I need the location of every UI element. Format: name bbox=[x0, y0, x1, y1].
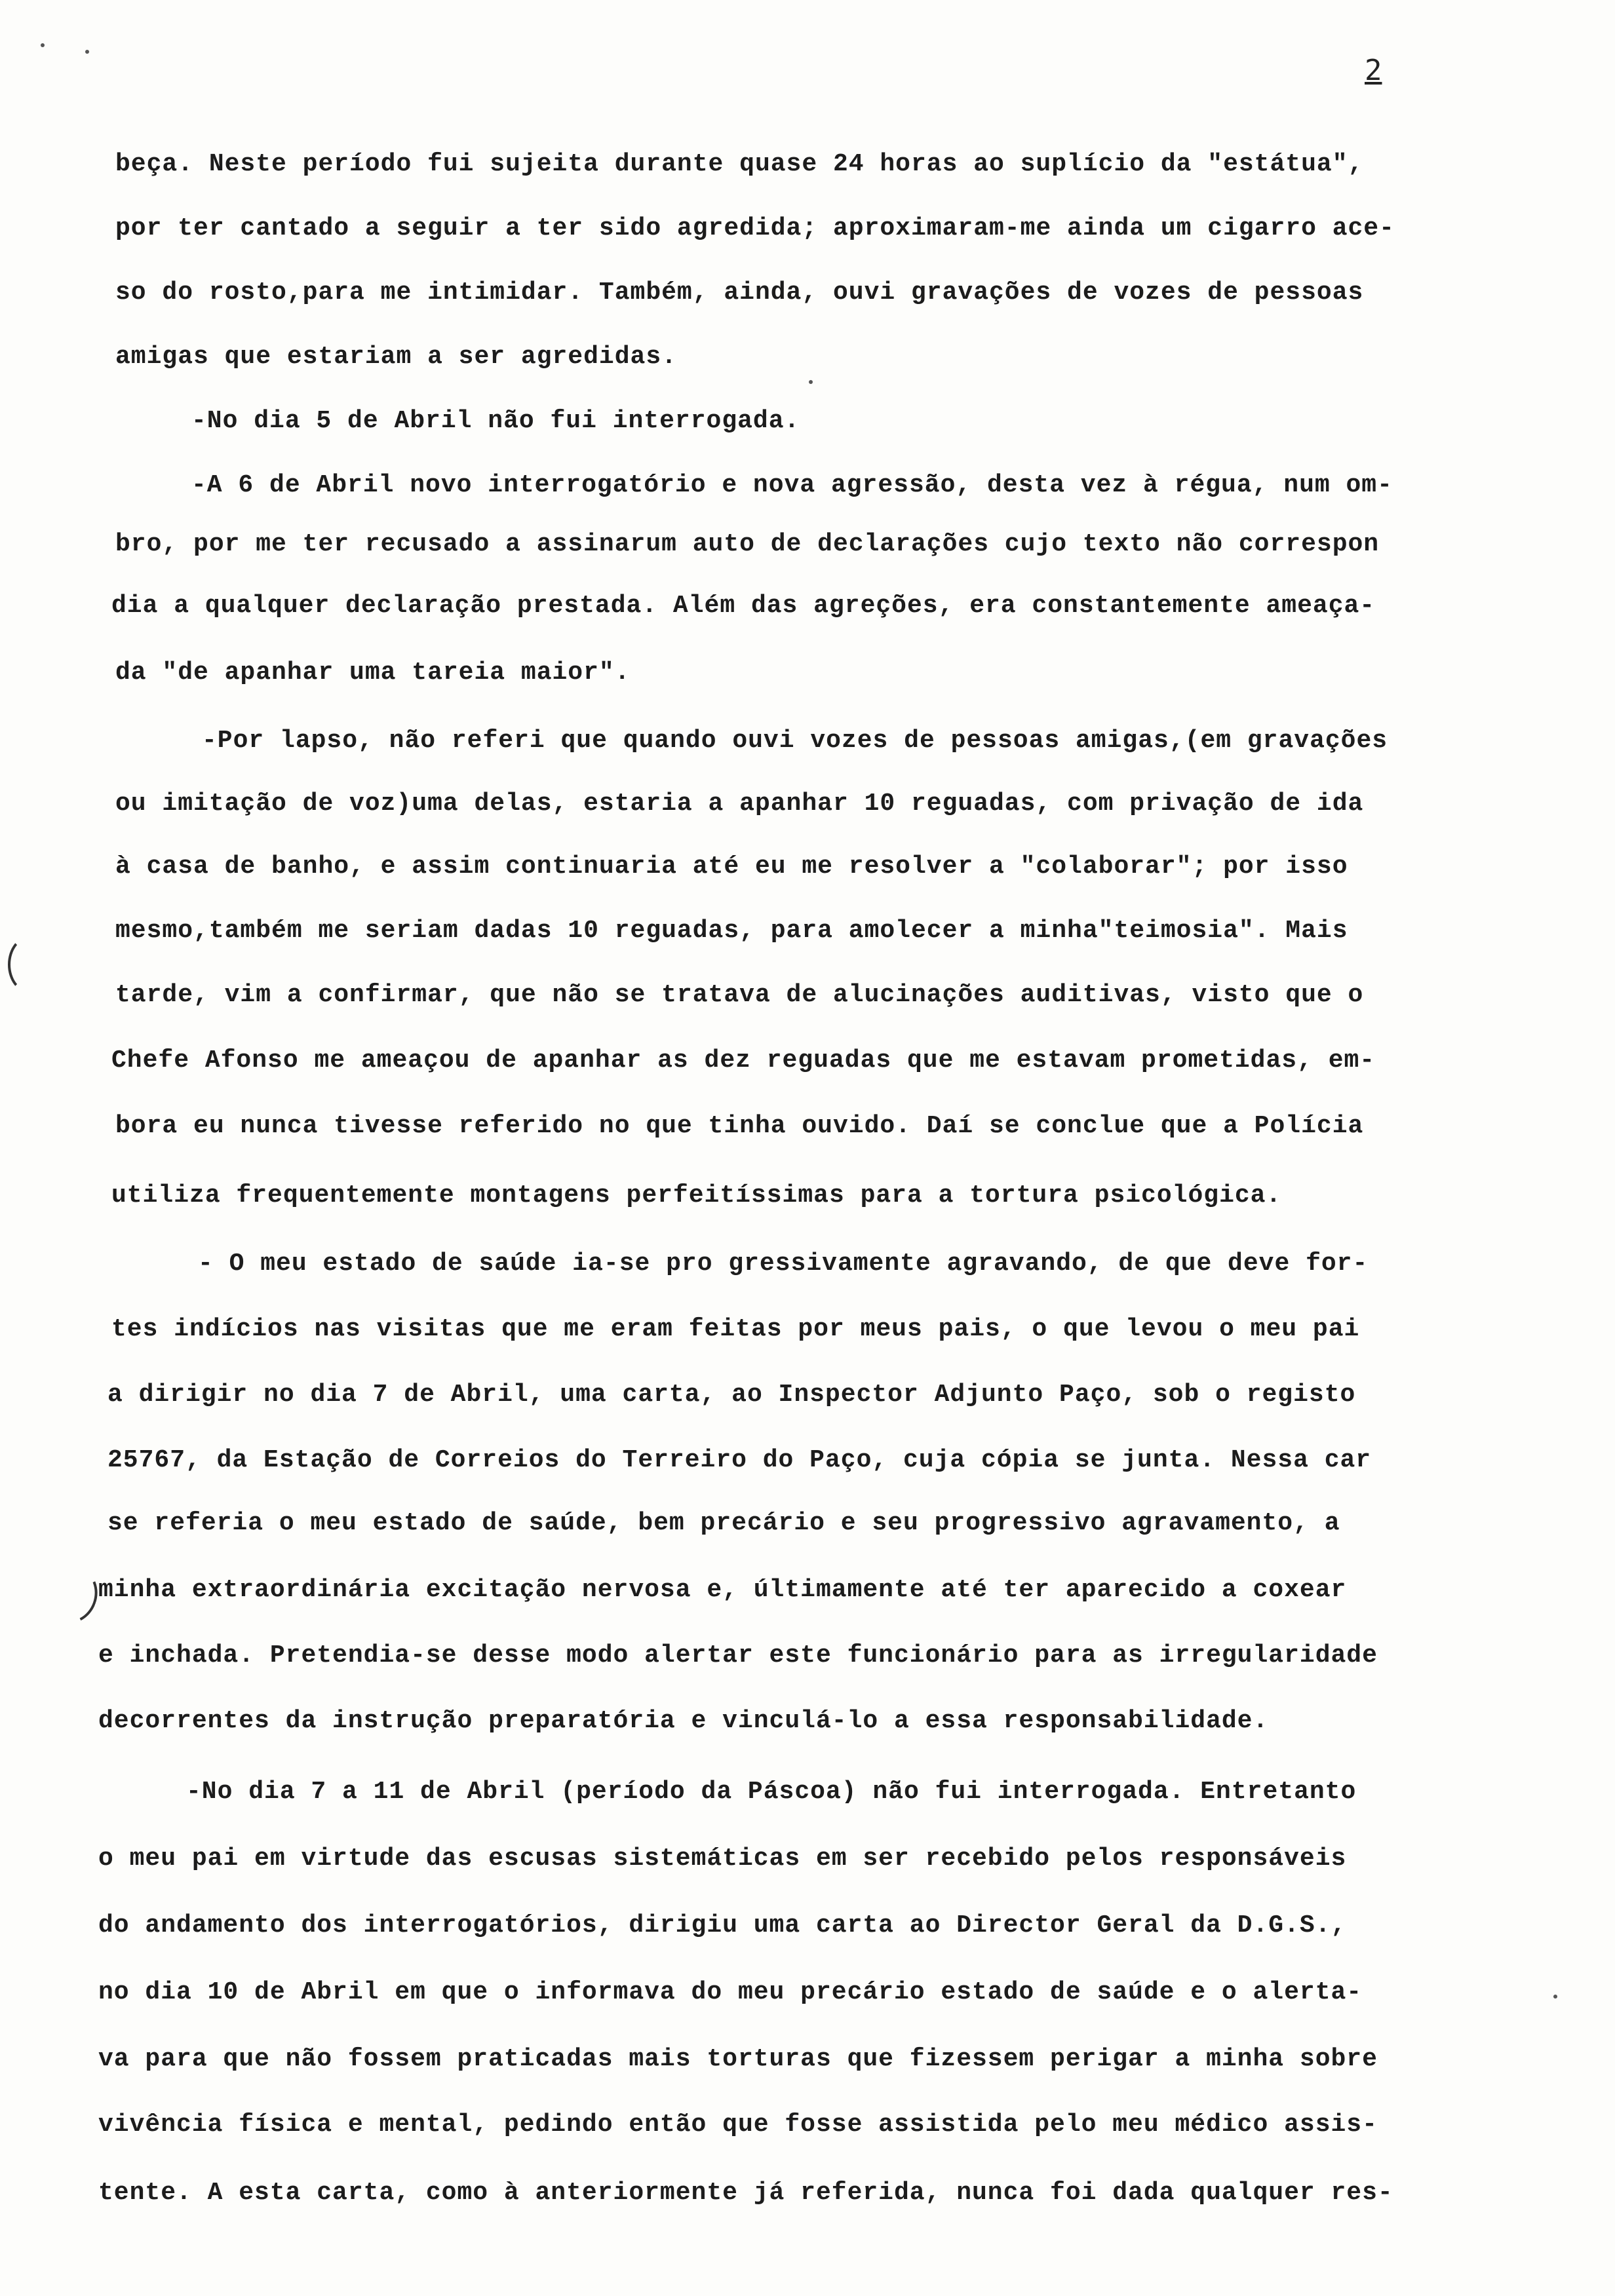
text-line-13: mesmo,também me seriam dadas 10 reguadas, para amolecer a minha"teimosia". Mais bbox=[115, 917, 1348, 945]
text-line-10: -Por lapso, não referi que quando ouvi vozes de pessoas amigas,(em gravações bbox=[202, 727, 1388, 755]
text-line-23: minha extraordinária excitação nervosa e, últimamente até ter aparecido a coxear bbox=[98, 1576, 1347, 1604]
text-line-17: utiliza frequentemente montagens perfeitíssimas para a tortura psicológica. bbox=[111, 1181, 1282, 1210]
text-line-18: - O meu estado de saúde ia-se pro gressivamente agravando, de que deve for- bbox=[198, 1250, 1369, 1278]
text-line-32: tente. A esta carta, como à anteriormente já referida, nunca foi dada qualquer res- bbox=[98, 2179, 1393, 2207]
text-line-6: -A 6 de Abril novo interrogatório e nova agressão, desta vez à régua, num om- bbox=[191, 471, 1393, 499]
text-line-14: tarde, vim a confirmar, que não se tratava de alucinações auditivas, visto que o bbox=[115, 981, 1364, 1009]
text-line-31: vivência física e mental, pedindo então que fosse assistida pelo meu médico assis- bbox=[98, 2111, 1378, 2139]
page-number: 2 bbox=[1365, 54, 1382, 87]
scan-speck bbox=[1553, 1995, 1557, 1999]
text-line-25: decorrentes da instrução preparatória e vinculá-lo a essa responsabilidade. bbox=[98, 1707, 1269, 1735]
text-line-5: -No dia 5 de Abril não fui interrogada. bbox=[191, 407, 800, 435]
text-line-29: no dia 10 de Abril em que o informava do meu precário estado de saúde e o alerta- bbox=[98, 1978, 1363, 2006]
text-line-30: va para que não fossem praticadas mais torturas que fizessem perigar a minha sobre bbox=[98, 2045, 1378, 2073]
text-line-27: o meu pai em virtude das escusas sistemáticas em ser recebido pelos responsáveis bbox=[98, 1845, 1347, 1873]
margin-bracket-mark bbox=[37, 1559, 105, 1630]
text-line-21: 25767, da Estação de Correios do Terreiro do Paço, cuja cópia se junta. Nessa car bbox=[107, 1446, 1372, 1474]
text-line-7: bro, por me ter recusado a assinarum auto de declarações cujo texto não correspon bbox=[115, 530, 1380, 558]
margin-bracket-mark bbox=[8, 936, 52, 993]
text-line-12: à casa de banho, e assim continuaria até eu me resolver a "colaborar"; por isso bbox=[115, 852, 1348, 881]
text-line-4: amigas que estariam a ser agredidas. bbox=[115, 343, 677, 371]
scan-speck bbox=[85, 50, 89, 54]
text-line-20: a dirigir no dia 7 de Abril, uma carta, ao Inspector Adjunto Paço, sob o registo bbox=[107, 1381, 1356, 1409]
scan-speck bbox=[41, 43, 45, 47]
text-line-15: Chefe Afonso me ameaçou de apanhar as dez reguadas que me estavam prometidas, em- bbox=[111, 1046, 1376, 1075]
text-line-26: -No dia 7 a 11 de Abril (período da Páscoa) não fui interrogada. Entretanto bbox=[186, 1778, 1357, 1806]
text-line-1: beça. Neste período fui sujeita durante quase 24 horas ao suplício da "estátua", bbox=[115, 150, 1364, 178]
text-line-28: do andamento dos interrogatórios, dirigiu uma carta ao Director Geral da D.G.S., bbox=[98, 1911, 1347, 1940]
scan-speck bbox=[809, 380, 813, 384]
text-line-19: tes indícios nas visitas que me eram feitas por meus pais, o que levou o meu pai bbox=[111, 1315, 1360, 1343]
text-line-3: so do rosto,para me intimidar. Também, ainda, ouvi gravações de vozes de pessoas bbox=[115, 278, 1364, 307]
text-line-9: da "de apanhar uma tareia maior". bbox=[115, 659, 631, 687]
text-line-2: por ter cantado a seguir a ter sido agredida; aproximaram-me ainda um cigarro ace- bbox=[115, 214, 1395, 242]
text-line-24: e inchada. Pretendia-se desse modo alertar este funcionário para as irregularidade bbox=[98, 1641, 1378, 1670]
text-line-8: dia a qualquer declaração prestada. Além das agreções, era constantemente ameaça- bbox=[111, 592, 1376, 620]
text-line-22: se referia o meu estado de saúde, bem precário e seu progressivo agravamento, a bbox=[107, 1509, 1340, 1537]
text-line-11: ou imitação de voz)uma delas, estaria a apanhar 10 reguadas, com privação de ida bbox=[115, 790, 1364, 818]
text-line-16: bora eu nunca tivesse referido no que tinha ouvido. Daí se conclue que a Polícia bbox=[115, 1112, 1364, 1140]
